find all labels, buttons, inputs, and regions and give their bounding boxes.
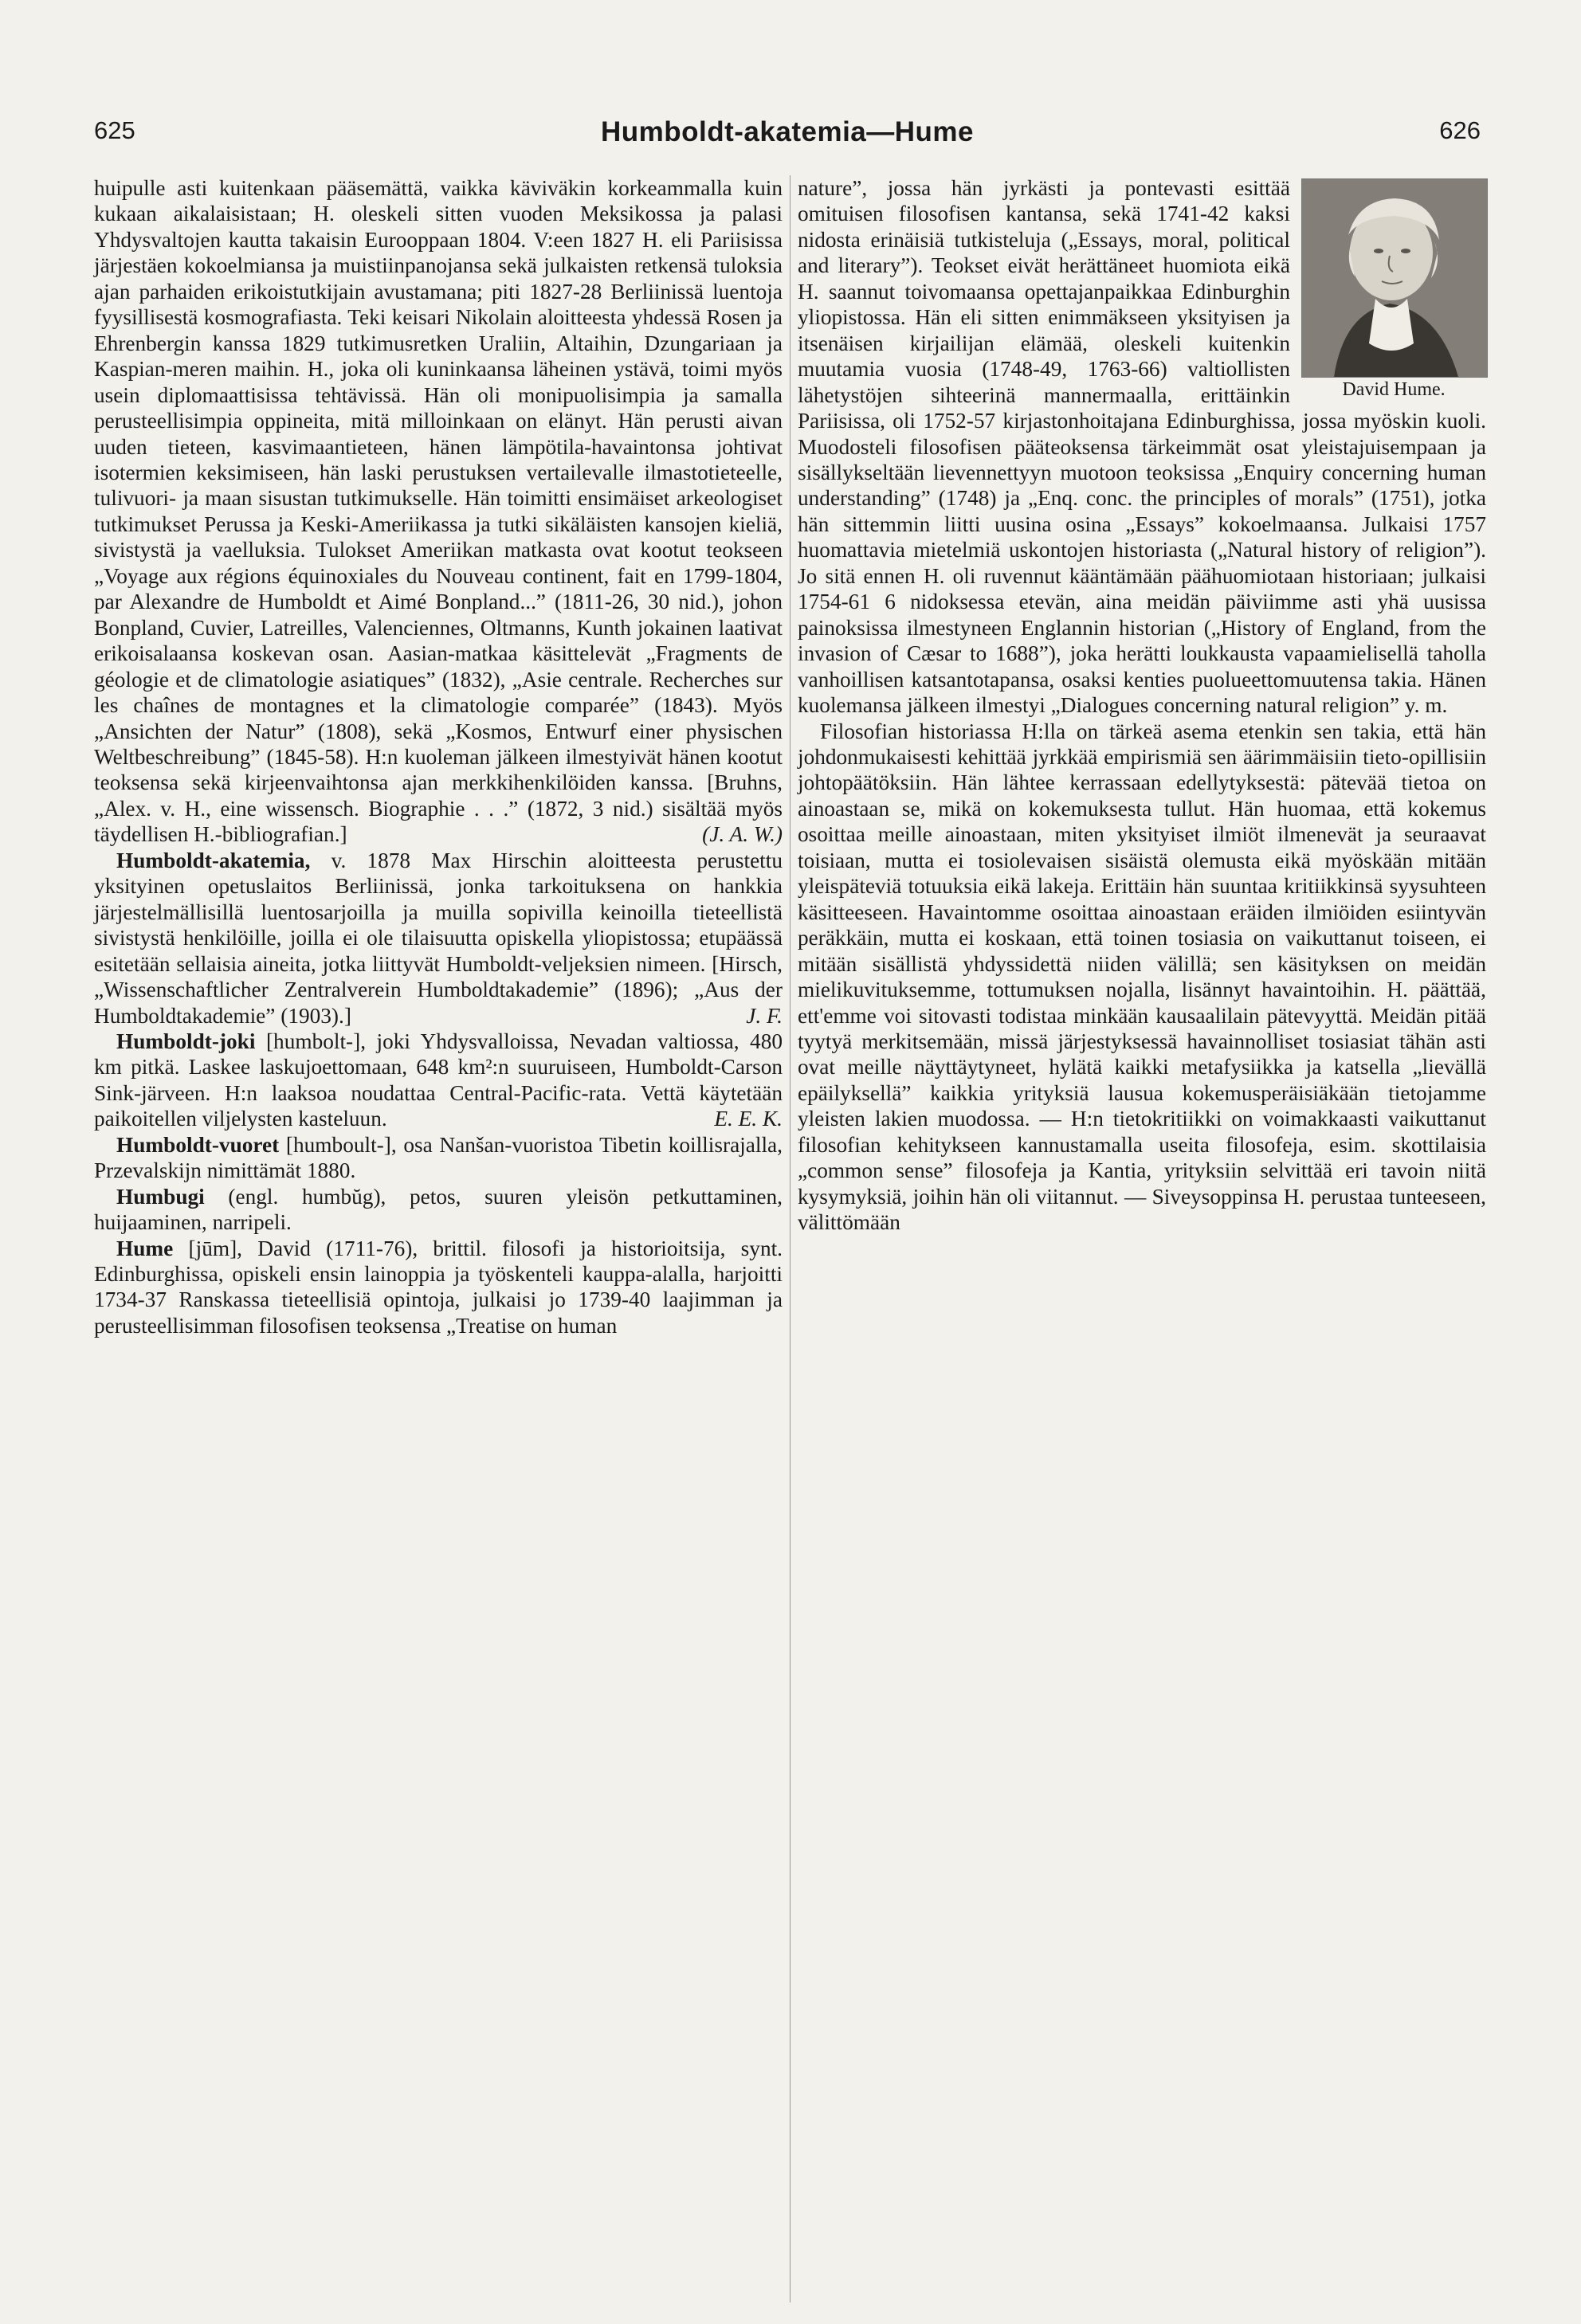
headword: Humboldt-vuoret bbox=[116, 1132, 280, 1157]
david-hume-portrait bbox=[1301, 178, 1488, 378]
hume-philosophy: Filosofian historiassa H:lla on tärkeä asema etenkin sen takia, että hän johdonmukaisesti kehittää jyrkkää empirismiä sen äärimmäisiin tieto-opillisiin johtopäätöksiin. Hän lähtee kerrassaan edellytyksestä: pätevää tietoa on ainoastaan se, mikä on kokemuksesta tullut. Hän huomaa, että kokemus osoittaa meille ainoastaan, miten yksityiset ilmiöt ilmenevät ja seuraavat toisiaan, mutta ei tosiolevaisen sisäistä olemusta eikä myöskään mitään yleispäteviä totuuksia eikä lakeja. Erittäin hän suuntaa kritiikkinsä syysuhteen käsitteeseen. Havaintomme osoittaa ainoastaan eräiden ilmiöiden esiintyvän peräkkäin, mutta ei koskaan, että toinen tosiasia on vaikuttanut toiseen, ei mitään sisällistä yhdyssidettä niiden välillä; sen käsityksen on meidän mielikuvituksemme, tottumuksen nojalla, lisännyt havaintoihin. H. päättää, ett'emme voi sitovasti todistaa minkään kausaalilain pätevyyttä. Meidän pitää tyytyä merkitsemään, missä järjestyksessä havainnolliset tosiasiat tähän asti ovat meille näyttäytyneet, hylätä kaikki metafysiikka ja katsella „lievällä epäilyksellä” kaikkia yrityksiä lausua kokemusperäisiäkään tietojamme yleisten lakien muodossa. — H:n tietokritiikki on voimakkaasti vaikuttanut filosofian kehitykseen kannustamalla useita filosofeja, esim. skottilaisia „common sense” filosofeja ja Kantia, yrityksiin selvittää eri tavoin niitä kysymyksiä, joihin hän oli viitannut. — Siveysoppinsa H. perustaa tunteeseen, välittömään bbox=[798, 719, 1486, 1235]
signature: J. F. bbox=[746, 1003, 783, 1028]
entry-humboldt-akatemia bbox=[94, 848, 783, 1029]
entry-text: v. 1878 Max Hirschin aloitteesta perustettu yksityinen opetuslaitos Berliinissä, jonka tarkoituksena on hankkia järjestelmällisillä luentosarjoilla ja muilla sopivilla keinoilla tieteellistä sivistystä henkilöille, joilla ei ole tilaisuutta opiskella yliopistossa; etupäässä esitetään sellaisia aineita, jotka liittyvät Humboldt-veljeksien nimeen. [Hirsch, „Wissenschaftlicher Zentralverein Humboldtakademie” (1896); „Aus der Humboldtakademie” (1903).] bbox=[94, 848, 783, 1028]
page-header bbox=[94, 116, 1481, 151]
headword: Humboldt-joki bbox=[116, 1029, 256, 1053]
entry-text: [humbolt-], joki Yhdysvalloissa, Nevadan valtiossa, 480 km pitkä. Laskee laskujoettomaan, 648 km²:n suuruiseen, Humboldt-Carson Sink-järveen. H:n laaksoa noudattaa Central-Pacific-rata. Vettä käytetään paikoitellen viljelysten kasteluun. bbox=[94, 1029, 783, 1131]
headword: Hume bbox=[116, 1236, 174, 1260]
portrait-figure bbox=[1301, 178, 1486, 402]
signature: (J. A. W.) bbox=[702, 822, 783, 847]
running-title: Humboldt-akatemia—Hume bbox=[600, 116, 975, 147]
portrait-engraving bbox=[1302, 179, 1487, 377]
portrait-caption: David Hume. bbox=[1342, 379, 1446, 400]
humboldt-continuation bbox=[94, 175, 783, 848]
page-number-left: 625 bbox=[94, 116, 135, 144]
entry-text: [jūm], David (1711-76), brittil. filosofi ja historioitsija, synt. Edinburghissa, opiskeli ensin lainoppia ja työskenteli kauppa-alalla, harjoitti 1734-37 Ranskassa tieteellisiä opintoja, julkaisi jo 1739-40 laajimman ja perusteellisimman filosofisen teoksensa „Treatise on human bbox=[94, 1236, 783, 1338]
entry-hume bbox=[94, 1236, 783, 1339]
left-column bbox=[94, 175, 783, 1338]
headword: Humboldt-akatemia, bbox=[116, 848, 311, 872]
humboldt-text: huipulle asti kuitenkaan pääsemättä, vaikka käviväkin korkeammalla kuin kukaan aikalaisistaan; H. oleskeli sitten vuoden Meksikossa ja palasi Yhdysvaltojen kautta takaisin Eurooppaan 1804. V:een 1827 H. eli Pariisissa järjestäen kokoelmiansa ja muistiinpanojansa sekä julkaisten retkensä tuloksia ajan parhaiden erikoistutkijain avustamana; piti 1827-28 Berliinissä luentoja fyysillisestä kosmografiasta. Teki keisari Nikolain aloitteesta yhdessä Rosen ja Ehrenbergin kanssa 1829 tutkimusretken Uraliin, Altaihin, Dzungariaan ja Kaspian-meren maihin. H., joka oli kuninkaansa läheinen ystävä, toimi myös usein diplomaattisissa tehtävissä. Hän oli monipuolisimpia ja samalla perusteellisimpia oppineita, mitä milloinkaan on elänyt. Hän perusti aivan uuden tieteen, kasvimaantieteen, hänen lämpötila-havaintonsa johtivat isotermien keksimiseen, hän laski perustuksen vertailevalle ilmastotieteelle, tulivuori- ja maan sisustan tutkimukselle. Hän toimitti ensimäiset arkeologiset tutkimukset Perussa ja Keski-Ameriikassa ja tutki sikäläisten kansojen kieliä, sivistystä ja vaelluksia. Tulokset Ameriikan matkasta ovat kootut teokseen „Voyage aux régions équinoxiales du Nouveau continent, fait en 1799-1804, par Alexandre de Humboldt et Aimé Bonpland...” (1811-26, 30 nid.), johon Bonpland, Cuvier, Latreilles, Valenciennes, Oltmanns, Kunth jokainen laativat erikoisalaansa koskevan osan. Aasian-matkaa käsittelevät „Fragments de géologie et de climatologie asiatiques” (1832), „Asie centrale. Recherches sur les chaînes de montagnes et la climatologie comparée” (1843). Myös „Ansichten der Natur” (1808), sekä „Kosmos, Entwurf einer physischen Weltbeschreibung” (1845-58). H:n kuoleman jälkeen ilmestyivät hänen kootut teoksensa sekä kirjeenvaihtonsa ajan merkkihenkilöiden kanssa. [Bruhns, „Alex. v. H., eine wissensch. Biographie . . .” (1872, 3 nid.) sisältää myös täydellisen H.-bibliografian.] bbox=[94, 176, 783, 847]
signature: E. E. K. bbox=[714, 1107, 783, 1131]
hume-continuation: nature”, jossa hän jyrkästi ja pontevasti esittää omituisen filosofisen kantansa, sekä 1741-42 kaksi nidosta erinäisiä tutkisteluja („Essays, moral, political and literary”). Teokset eivät herättäneet huomiota eikä H. saannut toivomaansa opettajanpaikkaa Edinburghin yliopistossa. Hän eli sitten enimmäkseen yksityisen ja itsenäisen kirjailijan elämää, oleskeli kuitenkin muutamia vuosia (1748-49, 1763-66) valtiollisten lähetystöjen sihteerinä mannermaalla, erittäinkin Pariisissa, oli 1752-57 kirjastonhoitajana Edinburghissa, jossa myöskin kuoli. Muodosteli filosofisen pääteoksensa tärkeimmät osat yleistajuisempaan ja sisällykseltään lievennettyyn muotoon teoksissa „Enquiry concerning human understanding” (1748) ja „Enq. conc. the principles of morals” (1751), jotka hän sittemmin liitti uusina osina „Essays” kokoelmaansa. Julkaisi 1757 huomattavia mietelmiä uskontojen historiasta („Natural history of religion”). Jo sitä ennen H. oli ruvennut kääntämään päähuomiotaan historiaan; julkaisi 1754-61 6 nidoksessa etevän, aina meidän päiviimme asti yhä uusissa painoksissa ilmestyneen Englannin historian („History of England, from the invasion of Cæsar to 1688”), joka herätti loukkausta vapaamielisellä taholla vanhoillisen katsantotapansa, osaksi kenties puolueettomuutensa takia. Hänen kuolemansa jälkeen ilmestyi „Dialogues concerning natural religion” y. m. bbox=[798, 176, 1486, 718]
page-number-right: 626 bbox=[1439, 116, 1481, 144]
entry-text: (engl. humbŭg), petos, suuren yleisön petkuttaminen, huijaaminen, narripeli. bbox=[94, 1184, 783, 1235]
entry-humboldt-joki bbox=[94, 1029, 783, 1132]
entry-text: [humboult-], osa Nanšan-vuoristoa Tibetin koillisrajalla, Przevalskijn nimittämät 1880. bbox=[94, 1132, 783, 1183]
headword: Humbugi bbox=[116, 1184, 205, 1209]
right-column bbox=[798, 175, 1486, 1236]
entry-humbugi bbox=[94, 1184, 783, 1236]
entry-humboldt-vuoret bbox=[94, 1132, 783, 1184]
